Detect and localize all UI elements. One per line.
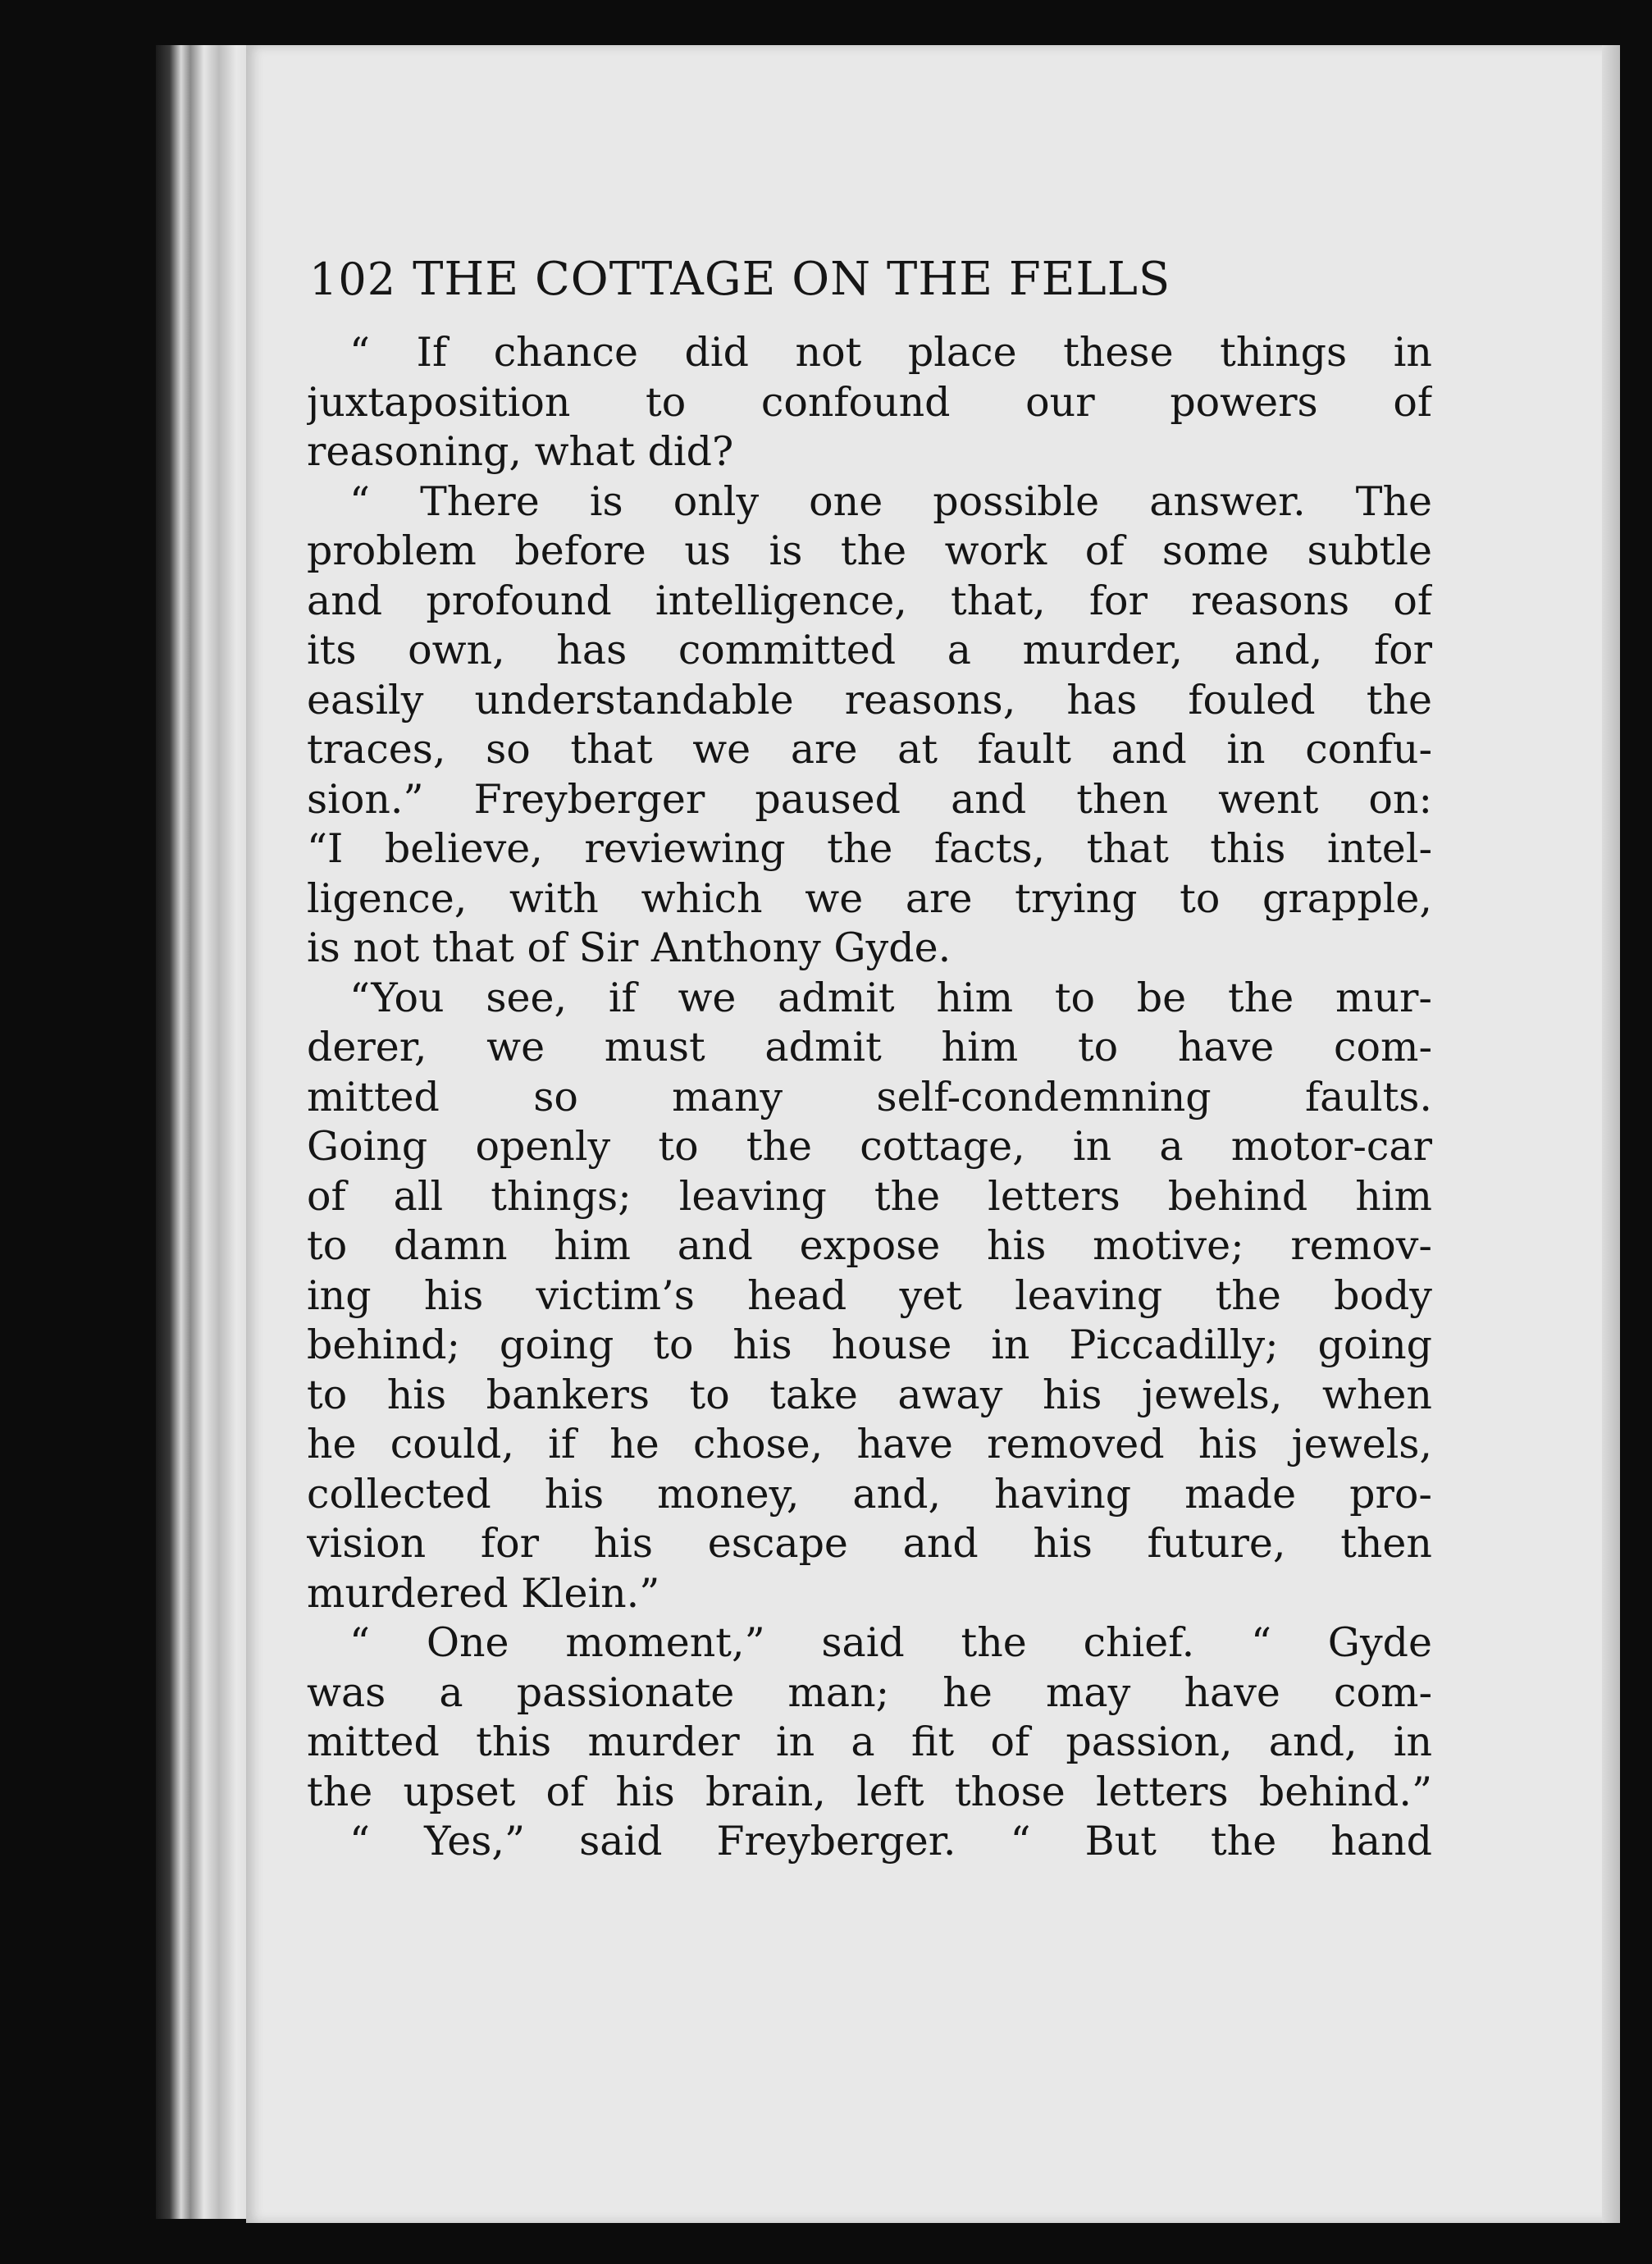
text-line: “ There is only one possible answer. The: [349, 477, 1432, 525]
text-line: is not that of Sir Anthony Gyde.: [307, 924, 951, 971]
text-line: mitted this murder in a fit of passion, and, in: [307, 1719, 1432, 1765]
text-line: reasoning, what did?: [307, 428, 734, 475]
text-line: “ If chance did not place these things in: [349, 329, 1432, 376]
text-line: to damn him and expose his motive; remov-: [307, 1222, 1432, 1269]
text-line: ing his victim’s head yet leaving the body: [307, 1271, 1432, 1319]
text-line: vision for his escape and his future, then: [307, 1520, 1432, 1567]
text-line: traces, so that we are at fault and in confu-: [307, 726, 1432, 773]
text-line: juxtaposition to confound our powers of: [307, 378, 1432, 426]
text-line: the upset of his brain, left those letters behind.”: [307, 1768, 1432, 1815]
text-line: Going openly to the cottage, in a motor-car: [307, 1123, 1432, 1170]
running-header: [309, 253, 1392, 326]
text-line: ligence, with which we are trying to grapple,: [307, 874, 1432, 922]
text-line: was a passionate man; he may have com-: [307, 1668, 1432, 1716]
text-line: sion.” Freyberger paused and then went on:: [307, 775, 1432, 823]
text-line: of all things; leaving the letters behind him: [307, 1172, 1432, 1220]
text-line: its own, has committed a murder, and, for: [307, 627, 1432, 673]
text-line: “ One moment,” said the chief. “ Gyde: [349, 1619, 1432, 1666]
body-text: [307, 328, 1432, 1867]
text-line: “ Yes,” said Freyberger. “ But the hand: [349, 1818, 1432, 1865]
text-line: collected his money, and, having made pro-: [307, 1470, 1432, 1518]
text-line: derer, we must admit him to have com-: [307, 1024, 1432, 1070]
text-line: he could, if he chose, have removed his jewels,: [307, 1421, 1432, 1467]
text-line: and profound intelligence, that, for reasons of: [307, 577, 1432, 624]
text-line: “You see, if we admit him to be the mur-: [349, 974, 1432, 1021]
text-line: problem before us is the work of some subtle: [307, 527, 1432, 574]
page-number: 102: [309, 253, 397, 305]
text-line: easily understandable reasons, has fouled the: [307, 676, 1432, 723]
text-line: behind; going to his house in Piccadilly; going: [307, 1321, 1432, 1368]
text-line: to his bankers to take away his jewels, when: [307, 1371, 1432, 1418]
text-line: murdered Klein.”: [307, 1569, 660, 1617]
text-line: “I believe, reviewing the facts, that this intel-: [307, 825, 1432, 872]
text-line: mitted so many self-condemning faults.: [307, 1073, 1432, 1121]
page-edge: [1602, 45, 1620, 2223]
running-title: THE COTTAGE ON THE FELLS: [413, 253, 1171, 306]
